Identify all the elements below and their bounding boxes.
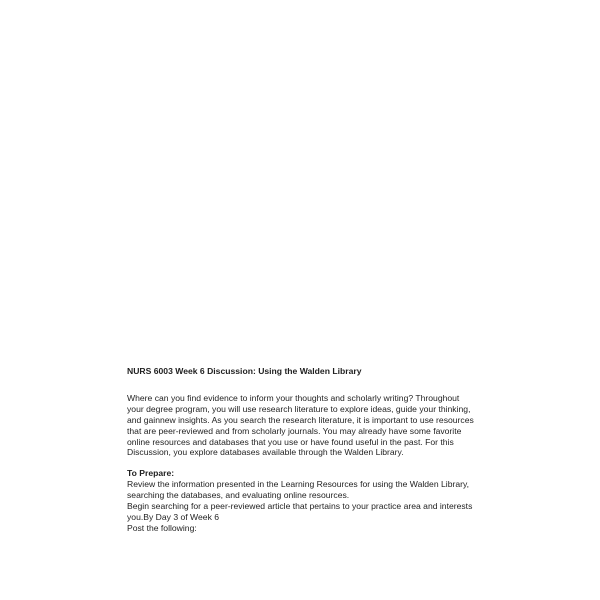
- prepare-line: searching the databases, and evaluating online resources.: [127, 490, 350, 501]
- document-body: [127, 366, 474, 534]
- intro-line: Where can you find evidence to inform your thoughts and scholarly writing? Throughout: [127, 392, 460, 403]
- intro-line: and gainnew insights. As you search the research literature, it is important to use resources: [127, 414, 474, 425]
- intro-line: your degree program, you will use research literature to explore ideas, guide your thinking,: [127, 403, 471, 414]
- intro-line: that are peer-reviewed and from scholarly journals. You may already have some favorite: [127, 425, 462, 436]
- prepare-section: [127, 468, 473, 533]
- prepare-heading: To Prepare:: [127, 468, 175, 479]
- prepare-line: Post the following:: [127, 522, 197, 533]
- intro-line: Discussion, you explore databases available through the Walden Library.: [127, 447, 404, 458]
- document-title: NURS 6003 Week 6 Discussion: Using the Walden Library: [127, 366, 362, 376]
- prepare-line: Begin searching for a peer-reviewed article that pertains to your practice area and interests: [127, 501, 473, 512]
- intro-line: online resources and databases that you use or have found useful in the past. For this: [127, 436, 454, 447]
- intro-paragraph: [127, 392, 474, 458]
- prepare-line: Review the information presented in the Learning Resources for using the Walden Library,: [127, 479, 470, 490]
- prepare-line: you.By Day 3 of Week 6: [127, 511, 220, 522]
